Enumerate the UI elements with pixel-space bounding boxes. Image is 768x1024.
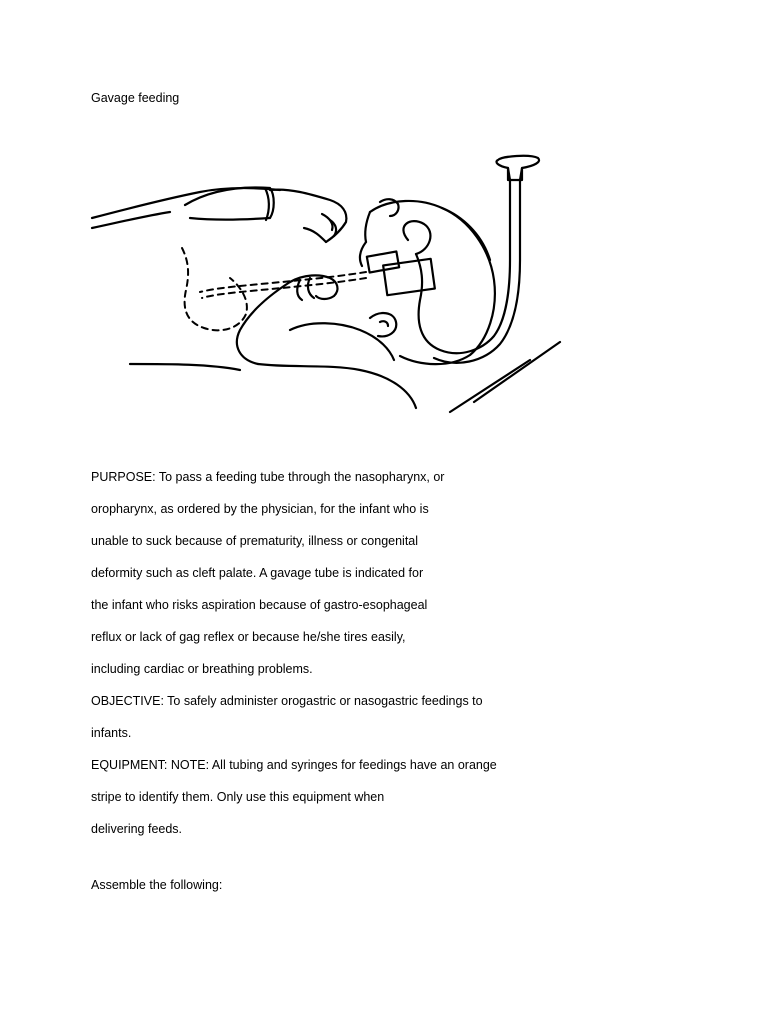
- paragraph-line: stripe to identify them. Only use this equipment when: [91, 790, 385, 804]
- paragraph-line: delivering feeds.: [91, 822, 183, 836]
- page-title: Gavage feeding: [91, 91, 180, 105]
- assemble-heading: Assemble the following:: [91, 878, 223, 892]
- paragraph-line: the infant who risks aspiration because of gastro-esophageal: [91, 598, 428, 612]
- paragraph-line: unable to suck because of prematurity, illness or congenital: [91, 534, 419, 548]
- paragraph-line: PURPOSE: To pass a feeding tube through the nasopharynx, or: [91, 470, 445, 484]
- paragraph-line: including cardiac or breathing problems.: [91, 662, 313, 676]
- paragraph-line: OBJECTIVE: To safely administer orogastric or nasogastric feedings to: [91, 694, 483, 708]
- infant-gavage-tube-illustration: [90, 150, 565, 420]
- body-paragraph: [91, 461, 551, 845]
- paragraph-line: EQUIPMENT: NOTE: All tubing and syringes for feedings have an orange: [91, 758, 497, 772]
- paragraph-line: oropharynx, as ordered by the physician, for the infant who is: [91, 502, 429, 516]
- paragraph-line: deformity such as cleft palate. A gavage tube is indicated for: [91, 566, 424, 580]
- paragraph-line: reflux or lack of gag reflex or because he/she tires easily,: [91, 630, 406, 644]
- paragraph-line: infants.: [91, 726, 132, 740]
